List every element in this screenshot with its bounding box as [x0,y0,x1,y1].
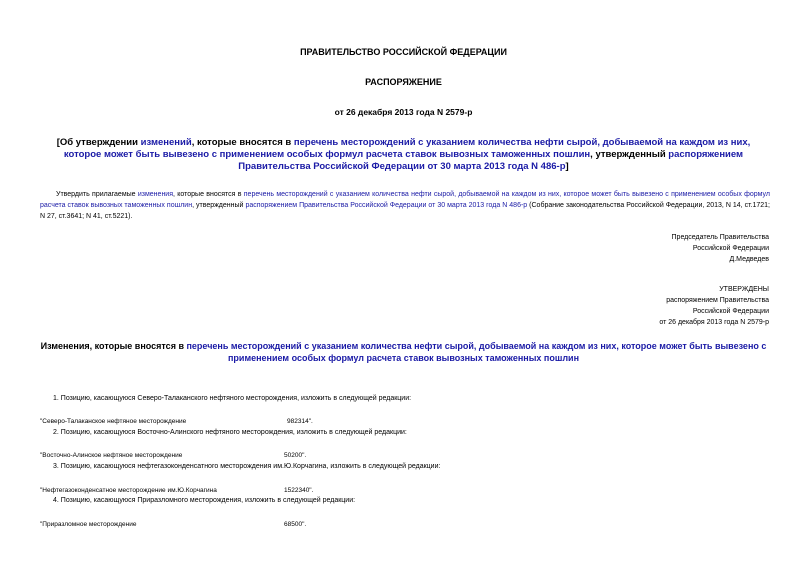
signature-block [672,232,769,265]
list-item: 2. Позицию, касающуюся Восточно-Алинского нефтяного месторождения, изложить в следующей редакции: [53,429,407,436]
approval-line: УТВЕРЖДЕНЫ [719,286,769,293]
table-row [40,452,307,459]
title-link-list[interactable]: перечень месторождений с указанием количества нефти сырой, добываемой на каждом из них, которое может быть вывезено с применением особых формул расчета ставок вывозных таможенных пошлин [63,137,751,160]
deposit-value: 982314". [287,418,313,425]
deposit-name: "Приразломное месторождение [40,521,137,528]
approval-line: распоряжением Правительства [666,297,769,304]
deposit-name: "Восточно-Алинское нефтяное месторождение [40,452,183,459]
title-text: ] [565,161,569,172]
changes-title [40,340,767,364]
paragraph-text: Утвердить прилагаемые [56,191,138,198]
deposit-value: 68500". [284,521,307,528]
table-row [40,487,314,494]
changes-title-link[interactable]: перечень месторождений с указанием количества нефти сырой, добываемой на каждом из них, которое может быть вывезено с применением особых формул расчета ставок вывозных таможенных пошлин [186,341,767,363]
document-title [40,137,767,173]
title-link-changes[interactable]: изменений [140,137,192,148]
paragraph-link-changes[interactable]: изменения [137,191,174,198]
title-text: , утвержденный [590,149,669,160]
deposit-name: "Северо-Талаканское нефтяное месторождение [40,418,187,425]
paragraph-text: , утвержденный [192,202,246,209]
title-text: , которые вносятся в [191,137,294,148]
table-row [40,418,313,425]
approval-block [659,284,769,328]
document-date: от 26 декабря 2013 года N 2579-р [334,107,473,117]
document-type: РАСПОРЯЖЕНИЕ [365,77,442,87]
list-item: 3. Позицию, касающуюся нефтегазоконденсатного месторождения им.Ю.Корчагина, изложить в следующей редакции: [53,463,441,470]
table-row [40,521,307,528]
approval-line: от 26 декабря 2013 года N 2579-р [659,319,769,326]
main-paragraph [40,189,770,222]
list-item: 1. Позицию, касающуюся Северо-Талаканского нефтяного месторождения, изложить в следующей редакции: [53,395,412,402]
approval-line: Российской Федерации [692,308,769,315]
paragraph-text: (Собрание законодательства Российской Федерации, 2013, N 14, ст.1721; N 27, ст.3641; N 41, ст.5221). [40,202,770,220]
paragraph-link-list[interactable]: перечень месторождений с указанием количества нефти сырой, добываемой на каждом из них, которое может быть вывезено с применением особых формул расчета ставок вывозных таможенных пошлин [40,191,770,209]
title-text: [Об утверждении [56,137,141,148]
deposit-value: 1522340". [284,487,314,494]
changes-title-text: Изменения, которые вносятся в [40,341,187,351]
deposit-value: 50200". [284,452,307,459]
signature-line: Председатель Правительства [671,234,769,241]
signature-line: Российской Федерации [692,245,769,252]
paragraph-text: , которые вносятся в [173,191,244,198]
paragraph-link-order[interactable]: распоряжением Правительства Российской Федерации от 30 марта 2013 года N 486-р [245,202,528,209]
title-link-order[interactable]: распоряжением Правительства Российской Федерации от 30 марта 2013 года N 486-р [238,149,744,172]
government-heading: ПРАВИТЕЛЬСТВО РОССИЙСКОЙ ФЕДЕРАЦИИ [300,47,507,57]
deposit-name: "Нефтегазоконденсатное месторождение им.Ю.Корчагина [40,487,217,494]
signature-name: Д.Медведев [729,256,769,263]
list-item: 4. Позицию, касающуюся Приразломного месторождения, изложить в следующей редакции: [53,497,356,504]
